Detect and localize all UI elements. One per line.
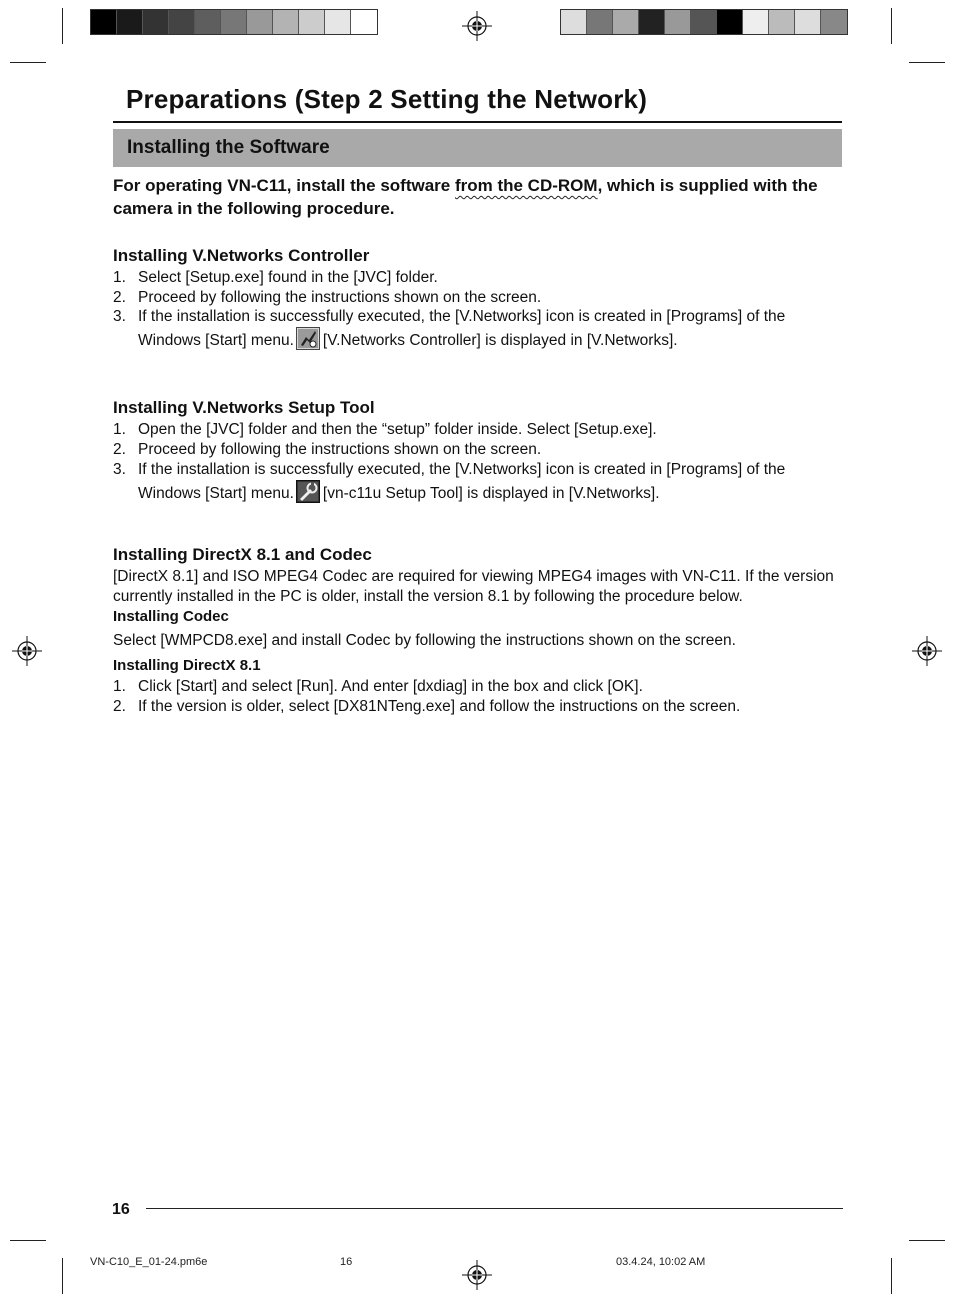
step-text: Select [Setup.exe] found in the [JVC] folder. — [138, 269, 438, 286]
crop-mark — [62, 8, 63, 44]
color-swatch — [665, 10, 691, 34]
step-number: 1. — [113, 678, 126, 695]
step-text-after: [vn-c11u Setup Tool] is displayed in [V.Networks]. — [322, 485, 660, 502]
color-swatch — [587, 10, 613, 34]
footer-rule — [146, 1208, 843, 1209]
directx-description: [DirectX 8.1] and ISO MPEG4 Codec are required for viewing MPEG4 images with VN-C11. If the version currently installed in the PC is older, install the version 8.1 by following the procedure below. — [113, 568, 834, 605]
color-swatch — [795, 10, 821, 34]
registration-mark-icon — [12, 636, 42, 666]
footer-page: 16 — [340, 1256, 353, 1268]
step-text — [138, 460, 842, 504]
step-text: Click [Start] and select [Run]. And enter [dxdiag] in the box and click [OK]. — [138, 678, 643, 695]
crop-mark — [909, 62, 945, 63]
color-swatch — [195, 10, 221, 34]
color-swatch — [743, 10, 769, 34]
color-swatch — [221, 10, 247, 34]
setup-tool-icon — [296, 480, 320, 503]
step-text: Proceed by following the instructions shown on the screen. — [138, 441, 542, 458]
color-swatch — [299, 10, 325, 34]
color-swatch — [247, 10, 273, 34]
step-number: 2. — [113, 441, 126, 458]
section-title: Installing the Software — [127, 137, 330, 158]
list-item — [113, 288, 842, 308]
color-swatch — [351, 10, 377, 34]
step-number: 1. — [113, 421, 126, 438]
list-item — [113, 307, 842, 351]
controller-heading: Installing V.Networks Controller — [113, 246, 370, 265]
registration-mark-icon — [462, 1260, 492, 1290]
color-swatch — [639, 10, 665, 34]
color-swatch — [325, 10, 351, 34]
registration-mark-icon — [912, 636, 942, 666]
color-swatch — [169, 10, 195, 34]
step-text-before: If the installation is successfully executed, the [V.Networks] icon is created in [Programs] of the Windows [Start] menu. — [138, 461, 786, 502]
intro-emphasis: from the CD-ROM — [454, 176, 598, 195]
color-swatch — [117, 10, 143, 34]
page-number: 16 — [112, 1201, 130, 1218]
color-swatch — [717, 10, 743, 34]
codec-text: Select [WMPCD8.exe] and install Codec by following the instructions shown on the screen. — [113, 632, 736, 649]
codec-heading: Installing Codec — [113, 608, 229, 625]
list-item — [113, 420, 842, 440]
page-title: Preparations (Step 2 Setting the Network) — [126, 84, 648, 114]
intro-paragraph — [113, 174, 845, 220]
crop-mark — [891, 8, 892, 44]
title-rule — [113, 121, 842, 123]
color-swatch — [691, 10, 717, 34]
crop-mark — [10, 62, 46, 63]
directx-install-heading: Installing DirectX 8.1 — [113, 657, 261, 674]
setup-tool-heading: Installing V.Networks Setup Tool — [113, 398, 375, 417]
step-text — [138, 307, 842, 351]
step-number: 2. — [113, 289, 126, 306]
color-swatch — [769, 10, 795, 34]
footer-timestamp: 03.4.24, 10:02 AM — [616, 1256, 706, 1268]
step-text: Open the [JVC] folder and then the “setup” folder inside. Select [Setup.exe]. — [138, 421, 657, 438]
step-number: 3. — [113, 461, 126, 478]
step-text: Proceed by following the instructions shown on the screen. — [138, 289, 542, 306]
step-text: If the version is older, select [DX81NTeng.exe] and follow the instructions on the screen. — [138, 698, 741, 715]
directx-heading: Installing DirectX 8.1 and Codec — [113, 545, 372, 564]
color-swatch — [143, 10, 169, 34]
step-number: 2. — [113, 698, 126, 715]
step-text-after: [V.Networks Controller] is displayed in [V.Networks]. — [322, 332, 678, 349]
intro-text: , which is supplied with the camera in the following procedure. — [113, 176, 818, 218]
color-bar-right — [560, 9, 848, 35]
color-swatch — [821, 10, 847, 34]
color-swatch — [273, 10, 299, 34]
step-text-before: If the installation is successfully executed, the [V.Networks] icon is created in [Programs] of the Windows [Start] menu. — [138, 308, 786, 349]
list-item — [113, 677, 842, 697]
crop-mark — [10, 1240, 46, 1241]
step-number: 3. — [113, 308, 126, 325]
color-swatch — [91, 10, 117, 34]
crop-mark — [62, 1258, 63, 1294]
step-number: 1. — [113, 269, 126, 286]
color-swatch — [561, 10, 587, 34]
list-item — [113, 697, 842, 717]
list-item — [113, 460, 842, 504]
list-item — [113, 268, 842, 288]
section-header — [113, 129, 842, 167]
list-item — [113, 440, 842, 460]
color-bar-left — [90, 9, 378, 35]
color-swatch — [613, 10, 639, 34]
intro-text: For operating VN-C11, install the software — [113, 176, 455, 195]
registration-mark-icon — [462, 11, 492, 41]
crop-mark — [909, 1240, 945, 1241]
v-networks-controller-icon — [296, 327, 320, 350]
crop-mark — [891, 1258, 892, 1294]
footer-filename: VN-C10_E_01-24.pm6e — [90, 1256, 208, 1268]
